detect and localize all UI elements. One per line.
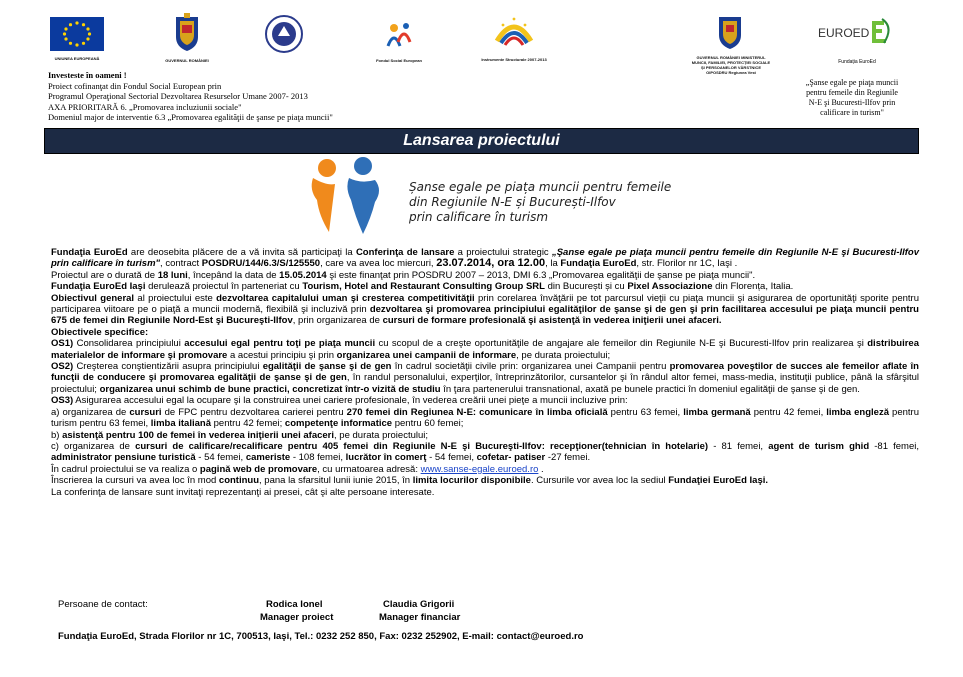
event-date: 23.07.2014, ora 12.00 [436,257,546,270]
text: , contract [160,258,202,270]
paragraph-os1 [51,338,919,361]
romania-coat-label: GUVERNUL ROMÂNIEI [165,58,209,63]
romania-coat-icon [170,13,204,53]
paragraph-closing: La conferinţa de lansare sunt invitaţi reprezentanţi ai presei, cât şi alte persoane interesate. [51,486,435,498]
slogan: Investeste în oameni ! [48,70,127,80]
text: limba engleză [826,406,889,418]
text: Consolidarea principiului [73,338,185,350]
website-link[interactable]: www.sanse-egale.euroed.ro [420,463,539,475]
contact-name: Claudia Grigorii [383,599,455,610]
text: organizarea unei campanii de informare [336,349,517,361]
text: Proiectul are o durată de [51,269,158,281]
text: -81 femei, [869,440,919,452]
text: a) organizarea de [51,406,130,418]
paragraph-partners [51,281,919,292]
text: a acestui principiu şi prin [227,349,337,361]
info-line: pentru femeile din Regiunile [806,88,898,97]
text: , prin organizarea de [292,315,383,327]
paragraph-general-objective [51,293,919,327]
text: pentru 42 femei; [210,418,285,430]
start-date: 15.05.2014 [279,269,327,281]
text: . [538,463,544,475]
text: , începând la data de [187,269,280,281]
paragraph-os3-a [51,407,919,430]
text: Obiectivele specifice: [51,326,149,338]
text: din Florența, Italia. [712,281,794,293]
text: al proiectului este [134,292,217,304]
project-logo-line3: prin calificare în turism [409,210,549,224]
text: în ţara partenerului transnational, axată pe bunele practici în domeniul egalităţii de şanse şi de gen. [440,383,860,395]
text: - 108 femei, [290,452,346,464]
text: , pana la sfarsitul lunii iunie 2015, în [259,475,413,487]
partner-1: Tourism, Hotel and Restaurant Consulting Group SRL [302,281,545,293]
org-name: Fundaţia EuroEd [51,247,128,258]
instrumente-logo-icon [493,15,535,53]
venue: Fundaţia EuroEd [560,258,637,270]
fse-logo-icon [384,20,414,50]
text: dezvoltarea capitalului uman şi cresterea competitivităţii [216,292,475,304]
text: Obiectivul general [51,292,135,304]
paragraph-duration [51,270,919,281]
project-logo-line2: din Regiunile N-E și București-Ilfov [409,195,616,209]
text: derulează proiectul în parteneriat cu [145,281,303,293]
project-info-right [800,78,904,118]
partner-2: Pixel Associazione [627,281,713,293]
text: asistenţă pentru 100 de femei în vederea iniţierii unei afaceri [62,429,335,441]
text: cursuri [129,406,162,418]
page-title: Lansarea proiectului [44,128,919,154]
text: , str. Florilor nr 1C, Iaşi . [636,258,738,270]
contacts-label: Persoane de contact: [58,599,148,610]
ministry-seal-icon [264,14,304,54]
text: limba germană [683,406,751,418]
text: . Cursurile vor avea loc la sediul [530,475,669,487]
text: , pe durata proiectului; [334,429,429,441]
text: Asigurarea accesului egal la ocupare şi la construirea unei cariere profesionale, în vederea creării unei pieţe a muncii incluzive prin: [73,395,628,407]
text: de FPC pentru dezvoltarea carierei pentru [161,406,347,418]
text: 270 femei din Regiunea N-E: comunicare în limba oficială [346,406,608,418]
contact-1 [260,599,333,624]
contact-role: Manager proiect [260,611,334,623]
text: distribuirea materialelor de informare şi promovare [51,338,919,361]
text: - 54 femei, [426,452,477,464]
text: pentru 63 femei, [607,406,684,418]
text: cofetar- patiser [476,452,546,464]
info-line: AXA PRIORITARĂ 6. „Promovarea incluziunii sociale" [48,101,242,112]
text: din București și cu [544,281,628,293]
text: cameriste [245,452,291,464]
ministry-coat-label: GUVERNUL ROMÂNIEI MINISTERUL MUNCII, FAMILIEI, PROTECȚIEI SOCIALE ȘI PERSOANELOR VÂRSTNICE OIPOSDRU Regiunea Vest [691,55,771,75]
info-line: calificare in turism" [820,108,884,117]
info-line: Domeniul major de interventie 6.3 „Promovarea egalităţii de şanse pe piaţa muncii" [48,112,333,122]
text: cursuri de calificare/recalificare pentru 405 femei din Regiunile N-E şi Bucureşti-Ilfov: recepţioner(tehnician în hotelarie) [135,440,709,452]
project-info-left [48,70,378,123]
text: organizarea unui schimb de bune practici, concretizat într-o vizită de studiu [99,383,441,395]
text: continuu [218,475,260,487]
text: pagină web de promovare [199,463,318,475]
text: , pe durata proiectului; [516,349,611,361]
text: are deosebita plăcere de a vă invita să participaţi la [127,247,356,258]
text: pentru 60 femei; [392,418,464,430]
text: dezvoltarea şi promovarea principiului egalităţilor de şanse şi de gen şi prin facilitarea accesului pe piaţa muncii pentru 675 de femei din Regiunile Nord-Est şi Bucureşti-Ilfov [51,304,919,327]
org-name: Fundaţia EuroEd Iaşi [51,281,146,293]
info-line: Programul Operaţional Sectorial Dezvoltarea Resurselor Umane 2007- 2013 [48,91,308,101]
text: competenţe informatice [284,418,393,430]
eu-flag-icon [50,17,104,51]
text: prin corelarea învăţării pe tot parcursul vieţii cu piaţa muncii şi asigurarea de oportunităţi sporite pentru participarea viitoare pe o piaţă a muncii modernă, flexibilă şi incluzivă prin [51,292,919,316]
text: În cadrul proiectului se va realiza o [51,463,200,475]
text: , la [545,258,561,270]
text: accesului egal pentru toţi pe piaţa muncii [184,338,376,350]
specific-objectives-heading [51,327,919,338]
euroed-logo-icon [818,17,898,45]
text: , cu urmatoarea adresă: [317,463,421,475]
contact-name: Rodica Ionel [266,599,323,610]
project-logo [305,156,672,234]
paragraph-os2 [51,361,919,395]
text: b) [51,429,63,441]
text: Creşterea conştientizării asupra principiului [73,361,263,373]
text: în cadrul societăţii civile prin: organizarea unei Campanii pentru [391,361,670,373]
text: a proiectului strategic [454,247,552,258]
text: OS1) [51,338,74,350]
duration: 18 luni [157,269,188,281]
text: , care va avea loc miercuri, [320,258,437,270]
project-title: „Şanse egale pe piaţa muncii pentru femeile din Regiunile N-E şi Bucuresti-Ilfov prin calificare în turism" [51,247,920,270]
euroed-caption: Fundația EuroEd [838,59,876,65]
event-name: Conferinţa de lansare [355,247,455,258]
text: şi este finanţat prin POSDRU 2007 – 2013, DMI 6.3 „Promovarea egalităţii de şanse pe piaţa muncii". [326,269,756,281]
paragraph-os3-c [51,441,919,464]
text: OS2) [51,361,74,373]
paragraph-os3-b [51,430,919,441]
paragraph-os3 [51,395,919,406]
text: - 54 femei, [195,452,246,464]
info-line: „Şanse egale pe piaţa muncii [805,78,899,87]
project-logo-line1: Șanse egale pe piața muncii pentru femeile [409,180,672,194]
text: Înscrierea la cursuri va avea loc în mod [51,475,219,487]
text: egalităţii de şanse şi de gen [262,361,392,373]
text: pentru turism pentru 63 femei, [51,406,919,430]
svg-text:EUROED: EUROED [818,26,870,40]
info-line: N-E şi Bucuresti-Ilfov prin [808,98,896,107]
text: Fundaţiei EuroEd Iaşi. [668,475,769,487]
text: limba italiană [150,418,211,430]
paragraph-website [51,464,919,475]
instrumente-logo-label: Instrumente Structurale 2007-2013 [481,57,547,62]
text: lucrător în comerţ [345,452,427,464]
paragraph-enrollment [51,475,919,486]
text: cu scopul de a creşte oportunităţile de angajare ale femeilor din Regiunile N-E şi Bucuresti-Ilfov prin realizarea şi [375,338,868,350]
info-line: Proiect cofinanţat din Fondul Social European prin [48,80,222,91]
footer-contact: Fundaţia EuroEd, Strada Florilor nr 1C, 700513, Iaşi, Tel.: 0232 252 850, Fax: 0232 252902, E-mail: contact@euroed.ro [58,631,584,642]
text: -27 femei. [545,452,591,464]
fse-logo-label: Fondul Social European [376,58,422,63]
contract-number: POSDRU/144/6.3/S/125550 [201,258,321,270]
text: OS3) [51,395,74,407]
text: promovarea poveştilor de succes ale femeilor aflate în funcţii de conducere şi promovarea egalităţii de şanse şi de gen [51,361,919,384]
text: pentru 42 femei, [750,406,827,418]
text: - 81 femei, [708,440,769,452]
text: c) organizarea de [51,440,136,452]
paragraph-invitation [51,247,919,270]
ministry-coat-icon [715,13,745,51]
figures-icon [305,156,405,234]
contact-role: Manager financiar [379,611,461,623]
text: limita locurilor disponibile [412,475,531,487]
contact-2 [379,599,460,624]
eu-flag-label: UNIUNEA EUROPEANĂ [54,56,100,61]
text: , în randul personalului, experţilor, întreprinzătorilor, cursantelor şi în rândul altor femei, mass-media, instituţii publice, până la sfârşitul proiectului; [51,372,919,395]
invitation-body [51,247,919,498]
text: administrator pensiune turistică [51,452,196,464]
text: agent de turism ghid [768,440,870,452]
text: cursuri de formare profesională şi asistenţă în vederea iniţierii unei afaceri. [382,315,722,327]
